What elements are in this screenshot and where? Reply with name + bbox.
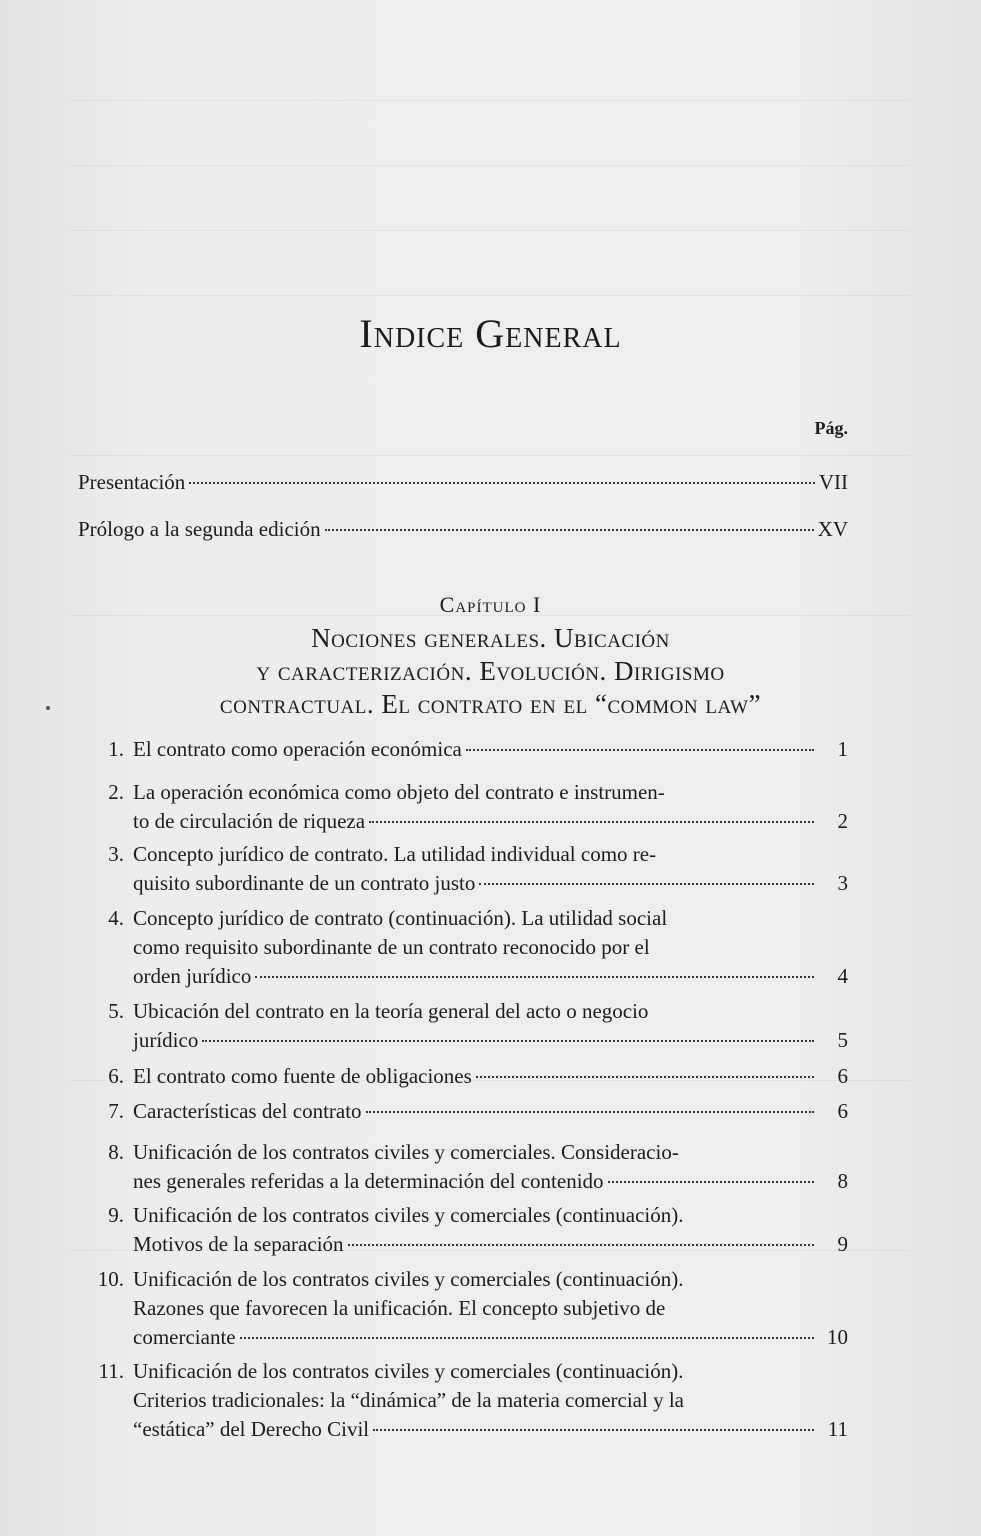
entry-last-line [133, 1062, 848, 1091]
dot-leader [255, 976, 814, 978]
entry-page: XV [817, 517, 848, 541]
entry-text-line: Unificación de los contratos civiles y comerciales (continuación). [133, 1359, 684, 1383]
page-column-label: Pág. [814, 418, 848, 438]
entry-body [133, 735, 848, 764]
dot-leader [373, 1429, 814, 1431]
entry-number: 2. [108, 780, 124, 804]
toc-entry [90, 904, 848, 991]
toc-entry [90, 1265, 848, 1352]
toc-entry [90, 1138, 848, 1196]
entry-page: 10 [827, 1325, 848, 1349]
entry-body [133, 778, 848, 836]
chapter-title-line: Nociones generales. Ubicación [311, 623, 670, 653]
entry-text-line: Criterios tradicionales: la “dinámica” de la materia comercial y la [133, 1388, 684, 1412]
page-title: Indice General [359, 311, 622, 356]
entry-body [133, 904, 848, 991]
entry-body [133, 1357, 848, 1444]
toc-entry [90, 778, 848, 836]
entry-page: 6 [837, 1064, 848, 1088]
entry-text-line: Razones que favorecen la unificación. El concepto subjetivo de [133, 1296, 666, 1320]
entry-text-line: comerciante [133, 1325, 236, 1349]
entry-page: 3 [837, 871, 848, 895]
entry-number: 6. [108, 1064, 124, 1088]
chapter-title-line: y caracterización. Evolución. Dirigismo [256, 656, 725, 686]
entry-page: 5 [837, 1028, 848, 1052]
entry-last-line [133, 735, 848, 764]
toc-entry [90, 840, 848, 898]
dot-leader [466, 749, 814, 751]
entry-number: 7. [108, 1099, 124, 1123]
entry-text-line: nes generales referidas a la determinación del contenido [133, 1169, 604, 1193]
dot-leader [325, 529, 814, 531]
dot-leader [366, 1111, 814, 1113]
entry-body [133, 997, 848, 1055]
entry-last-line [133, 869, 848, 898]
entry-text-line: Unificación de los contratos civiles y comerciales (continuación). [133, 1203, 684, 1227]
toc-front-entry [78, 470, 848, 495]
entry-last-line [133, 1415, 848, 1444]
dot-leader [348, 1244, 814, 1246]
entry-text-line: La operación económica como objeto del contrato e instrumen- [133, 780, 665, 804]
entry-body [133, 1062, 848, 1091]
dot-leader [608, 1181, 814, 1183]
toc-entry [90, 1097, 848, 1126]
toc-front-entry [78, 517, 848, 542]
entry-body [133, 1265, 848, 1352]
entry-number: 3. [108, 842, 124, 866]
dot-leader [479, 883, 814, 885]
entry-text-line: Características del contrato [133, 1099, 362, 1123]
entry-text-line: jurídico [133, 1028, 199, 1052]
entry-text-line: Concepto jurídico de contrato. La utilidad individual como re- [133, 842, 657, 866]
toc-entry [90, 1201, 848, 1259]
entry-text-line: El contrato como fuente de obligaciones [133, 1064, 472, 1088]
entry-page: 6 [837, 1099, 848, 1123]
margin-mark [46, 706, 50, 710]
entry-text-line: como requisito subordinante de un contrato reconocido por el [133, 935, 650, 959]
entry-number: 8. [108, 1140, 124, 1164]
entry-last-line [133, 807, 848, 836]
entry-page: 2 [837, 809, 848, 833]
chapter-label: Capítulo I [439, 592, 542, 617]
entry-text-line: Unificación de los contratos civiles y comerciales. Consideracio- [133, 1140, 679, 1164]
entry-number: 9. [108, 1203, 124, 1227]
entry-text-line: orden jurídico [133, 964, 252, 988]
entry-title: Presentación [78, 470, 186, 494]
entry-text-line: El contrato como operación económica [133, 737, 462, 761]
entry-number: 4. [108, 906, 124, 930]
entry-number: 5. [108, 999, 124, 1023]
entry-last-line [133, 1167, 848, 1196]
entry-page: VII [818, 470, 848, 494]
toc-entry [90, 997, 848, 1055]
dot-leader [240, 1337, 814, 1339]
dot-leader [189, 482, 815, 484]
entry-last-line [133, 1230, 848, 1259]
entry-text-line: quisito subordinante de un contrato justo [133, 871, 476, 895]
entry-text-line: Unificación de los contratos civiles y comerciales (continuación). [133, 1267, 684, 1291]
chapter-title [0, 622, 981, 721]
entry-page: 1 [837, 737, 848, 761]
entry-title: Prólogo a la segunda edición [78, 517, 321, 541]
entry-text-line: “estática” del Derecho Civil [133, 1417, 370, 1441]
dot-leader [476, 1076, 814, 1078]
entry-text-line: Concepto jurídico de contrato (continuación). La utilidad social [133, 906, 668, 930]
chapter-title-line: contractual. El contrato en el “common law” [219, 689, 762, 719]
entry-number: 11. [98, 1359, 124, 1383]
entry-number: 10. [97, 1267, 124, 1291]
toc-entry [90, 1357, 848, 1444]
entry-text-line: Motivos de la separación [133, 1232, 344, 1256]
entry-page: 8 [837, 1169, 848, 1193]
entry-last-line [133, 1026, 848, 1055]
entry-last-line [133, 962, 848, 991]
entry-page: 9 [837, 1232, 848, 1256]
dot-leader [369, 821, 814, 823]
entry-body [133, 840, 848, 898]
entry-number: 1. [108, 737, 124, 761]
entry-last-line [133, 1323, 848, 1352]
entry-body [133, 1201, 848, 1259]
entry-body [133, 1097, 848, 1126]
entry-page: 4 [837, 964, 848, 988]
entry-body [133, 1138, 848, 1196]
entry-text-line: Ubicación del contrato en la teoría general del acto o negocio [133, 999, 649, 1023]
entry-last-line [133, 1097, 848, 1126]
dot-leader [202, 1040, 814, 1042]
entry-text-line: to de circulación de riqueza [133, 809, 366, 833]
toc-entry [90, 735, 848, 764]
entry-page: 11 [827, 1417, 848, 1441]
toc-entry [90, 1062, 848, 1091]
